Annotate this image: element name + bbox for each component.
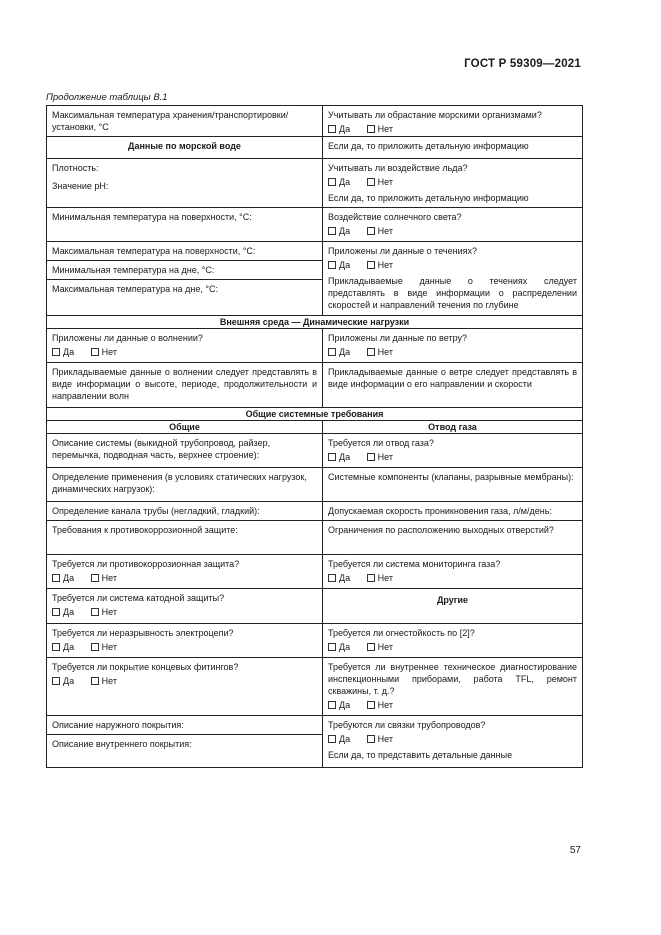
ice-question: Учитывать ли воздействие льда?	[328, 163, 468, 173]
fire-yes-checkbox[interactable]: Да	[328, 641, 350, 653]
table-row	[47, 329, 583, 363]
bundles-no-checkbox[interactable]: Нет	[367, 733, 393, 745]
table-row	[47, 658, 583, 716]
wind-options	[323, 345, 582, 359]
corrosion-protection-question: Требуется ли противокоррозионная защита?	[52, 559, 240, 569]
table-row	[47, 716, 583, 768]
min-bottom-temp-label: Минимальная температура на дне, °С:	[47, 260, 322, 279]
checkbox-icon	[91, 643, 99, 651]
checkbox-icon	[328, 735, 336, 743]
checkbox-icon	[367, 348, 375, 356]
electrical-continuity-question: Требуется ли неразрывность электроцепи?	[52, 628, 234, 638]
gas-monitoring-yes-checkbox[interactable]: Да	[328, 572, 350, 584]
table-row	[47, 434, 583, 468]
fire-options	[323, 640, 582, 654]
checkbox-icon	[91, 348, 99, 356]
density-label: Плотность:	[52, 163, 99, 173]
table-row	[47, 363, 583, 408]
table-row	[47, 502, 583, 521]
gas-monitoring-question: Требуется ли система мониторинга газа?	[328, 559, 501, 569]
table-row	[47, 521, 583, 555]
biofouling-question: Учитывать ли обрастание морскими организмами?	[328, 110, 542, 120]
end-coating-yes-checkbox[interactable]: Да	[52, 675, 74, 687]
waves-options	[47, 345, 322, 359]
bore-definition-label: Определение канала трубы (негладкий, гладкий):	[52, 506, 260, 516]
system-description-label: Описание системы (выкидной трубопровод, райзер, перемычка, подводная часть, верхнее строение):	[52, 438, 271, 460]
requirements-table	[46, 105, 583, 768]
gas-monitoring-no-checkbox[interactable]: Нет	[367, 572, 393, 584]
checkbox-icon	[367, 643, 375, 651]
document-code: ГОСТ Р 59309—2021	[464, 58, 581, 70]
checkbox-icon	[328, 227, 336, 235]
inspection-yes-checkbox[interactable]: Да	[328, 699, 350, 711]
checkbox-icon	[91, 677, 99, 685]
ice-options	[323, 175, 582, 189]
ice-note: Если да, то приложить детальную информацию	[328, 193, 529, 203]
bundles-note: Если да, то представить детальные данные	[328, 750, 513, 760]
fire-resistance-question: Требуется ли огнестойкость по [2]?	[328, 628, 475, 638]
checkbox-icon	[367, 735, 375, 743]
checkbox-icon	[91, 574, 99, 582]
ice-yes-checkbox[interactable]: Да	[328, 176, 350, 188]
waves-question: Приложены ли данные о волнении?	[52, 333, 203, 343]
checkbox-icon	[328, 574, 336, 582]
checkbox-icon	[367, 261, 375, 269]
checkbox-icon	[52, 348, 60, 356]
wind-no-checkbox[interactable]: Нет	[367, 346, 393, 358]
sunlight-options	[323, 224, 582, 238]
corrosion-yes-checkbox[interactable]: Да	[52, 572, 74, 584]
other-column-header: Другие	[323, 589, 583, 624]
wind-yes-checkbox[interactable]: Да	[328, 346, 350, 358]
max-bottom-temp-label: Максимальная температура на дне, °С:	[47, 279, 322, 298]
end-fitting-coating-question: Требуется ли покрытие концевых фитингов?	[52, 662, 239, 672]
waves-note: Прикладываемые данные о волнении следует представлять в виде информации о высоте, периоде, продолжительности и направлении волн	[52, 367, 317, 401]
sunlight-yes-checkbox[interactable]: Да	[328, 225, 350, 237]
table-row	[47, 242, 583, 316]
table-row	[47, 468, 583, 502]
table-row	[47, 624, 583, 658]
cathodic-yes-checkbox[interactable]: Да	[52, 606, 74, 618]
biofouling-note: Если да, то приложить детальную информацию	[323, 136, 582, 155]
min-surface-temp-label: Минимальная температура на поверхности, °С:	[52, 212, 252, 222]
inspection-options	[323, 698, 582, 712]
currents-options	[323, 258, 582, 272]
checkbox-icon	[328, 453, 336, 461]
ice-no-checkbox[interactable]: Нет	[367, 176, 393, 188]
end-coating-no-checkbox[interactable]: Нет	[91, 675, 117, 687]
biofouling-yes-checkbox[interactable]: Да	[328, 123, 350, 135]
table-row	[47, 208, 583, 242]
checkbox-icon	[328, 701, 336, 709]
bundles-options	[323, 732, 582, 746]
system-components-label: Системные компоненты (клапаны, разрывные мембраны):	[328, 472, 574, 482]
cathodic-no-checkbox[interactable]: Нет	[91, 606, 117, 618]
currents-yes-checkbox[interactable]: Да	[328, 259, 350, 271]
checkbox-icon	[367, 178, 375, 186]
continuity-no-checkbox[interactable]: Нет	[91, 641, 117, 653]
table-row	[47, 106, 583, 159]
bundles-yes-checkbox[interactable]: Да	[328, 733, 350, 745]
gas-venting-options	[323, 450, 582, 464]
sunlight-question: Воздействие солнечного света?	[328, 212, 462, 222]
biofouling-no-checkbox[interactable]: Нет	[367, 123, 393, 135]
table-row	[47, 589, 583, 624]
table-row	[47, 555, 583, 589]
inspection-no-checkbox[interactable]: Нет	[367, 699, 393, 711]
outlet-restrictions-label: Ограничения по расположению выходных отверстий?	[328, 525, 554, 535]
checkbox-icon	[52, 677, 60, 685]
checkbox-icon	[367, 574, 375, 582]
end-coating-options	[47, 674, 322, 688]
checkbox-icon	[328, 348, 336, 356]
sea-water-header: Данные по морской воде	[47, 136, 322, 155]
checkbox-icon	[328, 178, 336, 186]
cathodic-protection-question: Требуется ли система катодной защиты?	[52, 593, 225, 603]
wind-note: Прикладываемые данные о ветре следует представлять в виде информации о его направлении и скорости	[328, 367, 577, 389]
pipeline-bundles-question: Требуются ли связки трубопроводов?	[328, 720, 486, 730]
external-coating-label: Описание наружного покрытия:	[52, 720, 184, 730]
table-row	[47, 316, 583, 329]
waves-no-checkbox[interactable]: Нет	[91, 346, 117, 358]
system-requirements-header: Общие системные требования	[47, 408, 583, 421]
gas-venting-question: Требуется ли отвод газа?	[328, 438, 434, 448]
biofouling-options	[323, 122, 582, 136]
gas-monitoring-options	[323, 571, 582, 585]
checkbox-icon	[91, 608, 99, 616]
page-number: 57	[569, 845, 581, 856]
checkbox-icon	[328, 125, 336, 133]
max-storage-temp-label: Максимальная температура хранения/транспортировки/установки, °С	[52, 110, 289, 132]
application-definition-label: Определение применения (в условиях статических нагрузок, динамических нагрузок):	[52, 472, 307, 494]
dynamic-loads-header: Внешняя среда — Динамические нагрузки	[47, 316, 583, 329]
table-row	[47, 159, 583, 208]
checkbox-icon	[52, 608, 60, 616]
checkbox-icon	[367, 701, 375, 709]
wind-question: Приложены ли данные по ветру?	[328, 333, 467, 343]
gas-venting-yes-checkbox[interactable]: Да	[328, 451, 350, 463]
checkbox-icon	[367, 227, 375, 235]
checkbox-icon	[52, 574, 60, 582]
fire-no-checkbox[interactable]: Нет	[367, 641, 393, 653]
gas-venting-no-checkbox[interactable]: Нет	[367, 451, 393, 463]
checkbox-icon	[328, 261, 336, 269]
sunlight-no-checkbox[interactable]: Нет	[367, 225, 393, 237]
internal-coating-label: Описание внутреннего покрытия:	[47, 734, 322, 753]
table-row	[47, 421, 583, 434]
general-column-header: Общие	[47, 421, 323, 434]
currents-note: Прикладываемые данные о течениях следует представлять в виде информации о распределении скоростей и направлений течения по глубине	[328, 276, 577, 310]
max-surface-temp-label: Максимальная температура на поверхности, °С:	[52, 246, 256, 256]
waves-yes-checkbox[interactable]: Да	[52, 346, 74, 358]
table-caption: Продолжение таблицы В.1	[46, 92, 168, 103]
table-row	[47, 408, 583, 421]
continuity-options	[47, 640, 322, 654]
checkbox-icon	[367, 453, 375, 461]
corrosion-no-checkbox[interactable]: Нет	[91, 572, 117, 584]
gas-permeation-label: Допускаемая скорость проникновения газа, л/м/день:	[328, 506, 552, 516]
continuity-yes-checkbox[interactable]: Да	[52, 641, 74, 653]
corrosion-requirements-label: Требования к противокоррозионной защите:	[52, 525, 238, 535]
currents-question: Приложены ли данные о течениях?	[328, 246, 477, 256]
corrosion-options	[47, 571, 322, 585]
ph-label: Значение рН:	[52, 181, 109, 191]
cathodic-options	[47, 605, 322, 619]
checkbox-icon	[367, 125, 375, 133]
checkbox-icon	[52, 643, 60, 651]
currents-no-checkbox[interactable]: Нет	[367, 259, 393, 271]
internal-inspection-question: Требуется ли внутреннее техническое диагностирование инспекционными приборами, работа TFL, ремонт скважины, т. д.?	[328, 662, 577, 696]
gas-venting-column-header: Отвод газа	[323, 421, 583, 434]
checkbox-icon	[328, 643, 336, 651]
